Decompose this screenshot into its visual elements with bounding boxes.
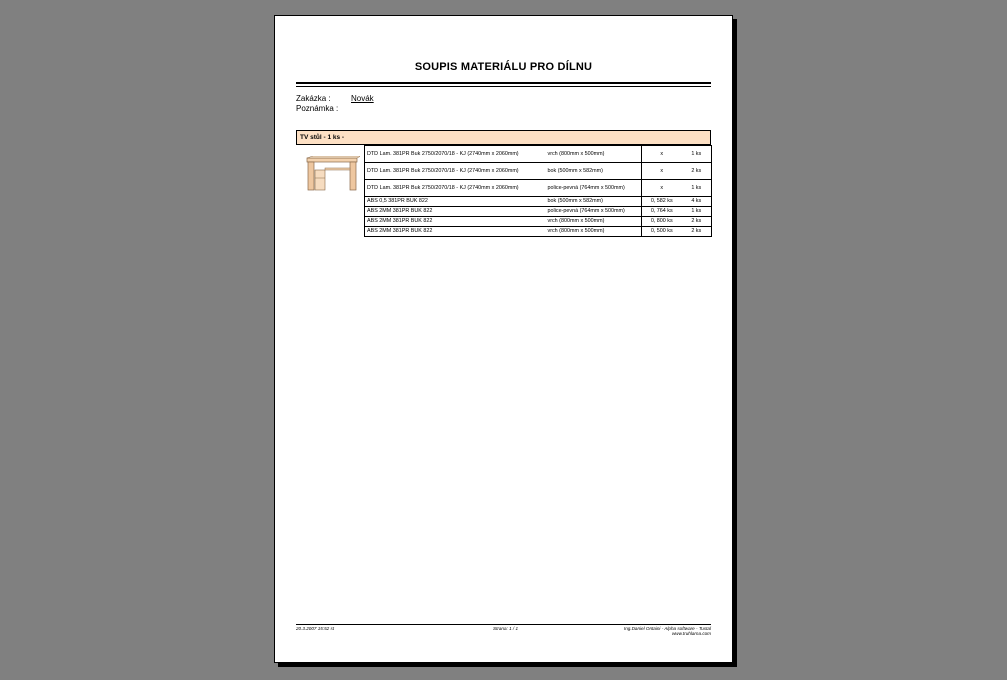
title-rule-thick [296, 82, 711, 84]
board-part: police-pevná (764mm x 500mm) [546, 180, 642, 197]
footer-page-number: Strana: 1 / 1 [493, 626, 519, 631]
board-part: bok (500mm x 582mm) [546, 163, 642, 180]
board-material: DTD Lam. 381PR Buk 2750/2070/18 - KJ (2740mm x 2060mm) [365, 146, 546, 163]
material-table [364, 145, 712, 237]
edge-material: ABS 2MM 381PR BUK 822 [365, 207, 546, 217]
edge-part: bok (500mm x 582mm) [546, 197, 642, 207]
document-page [274, 15, 733, 663]
board-x: x [642, 180, 682, 197]
edge-row [365, 217, 712, 227]
board-material: DTD Lam. 381PR Buk 2750/2070/18 - KJ (2740mm x 2060mm) [365, 163, 546, 180]
edge-row [365, 227, 712, 237]
footer-date: 20.3.2007 15:52 st [296, 626, 335, 631]
edge-row [365, 197, 712, 207]
edge-material: ABS 2MM 381PR BUK 822 [365, 217, 546, 227]
edge-part: police-pevná (764mm x 500mm) [546, 207, 642, 217]
edge-row [365, 207, 712, 217]
group-header: TV stůl - 1 ks - [296, 130, 711, 145]
edge-length: 0, 764 ks [642, 207, 682, 217]
footer-author-name: Ing.Daniel Ontaini - Alpha software - Tustal [623, 626, 711, 631]
board-qty: 1 ks [682, 146, 712, 163]
footer-rule [296, 624, 711, 625]
edge-qty: 2 ks [682, 217, 712, 227]
board-x: x [642, 163, 682, 180]
page-title: SOUPIS MATERIÁLU PRO DÍLNU [414, 61, 593, 73]
tv-table-thumbnail [305, 156, 360, 194]
edge-length: 0, 800 ks [642, 217, 682, 227]
board-part: vrch (800mm x 500mm) [546, 146, 642, 163]
edge-length: 0, 500 ks [642, 227, 682, 237]
edge-length: 0, 582 ks [642, 197, 682, 207]
footer-url: www.truhlarna.com [671, 631, 711, 636]
board-qty: 2 ks [682, 163, 712, 180]
edge-qty: 4 ks [682, 197, 712, 207]
note-label: Poznámka : [296, 104, 339, 113]
title-rule-thin [296, 86, 711, 87]
order-value: Novák [351, 94, 374, 103]
board-qty: 1 ks [682, 180, 712, 197]
board-material: DTD Lam. 381PR Buk 2750/2070/18 - KJ (2740mm x 2060mm) [365, 180, 546, 197]
board-row [365, 146, 712, 163]
edge-part: vrch (800mm x 500mm) [546, 217, 642, 227]
board-x: x [642, 146, 682, 163]
edge-qty: 2 ks [682, 227, 712, 237]
board-row [365, 180, 712, 197]
edge-part: vrch (800mm x 500mm) [546, 227, 642, 237]
edge-qty: 1 ks [682, 207, 712, 217]
footer-author [575, 626, 711, 636]
edge-material: ABS 2MM 381PR BUK 822 [365, 227, 546, 237]
edge-material: ABS 0,5 381PR BUK 822 [365, 197, 546, 207]
board-row [365, 163, 712, 180]
note-row [296, 104, 351, 113]
order-row [296, 94, 374, 103]
order-label: Zakázka : [296, 94, 331, 103]
